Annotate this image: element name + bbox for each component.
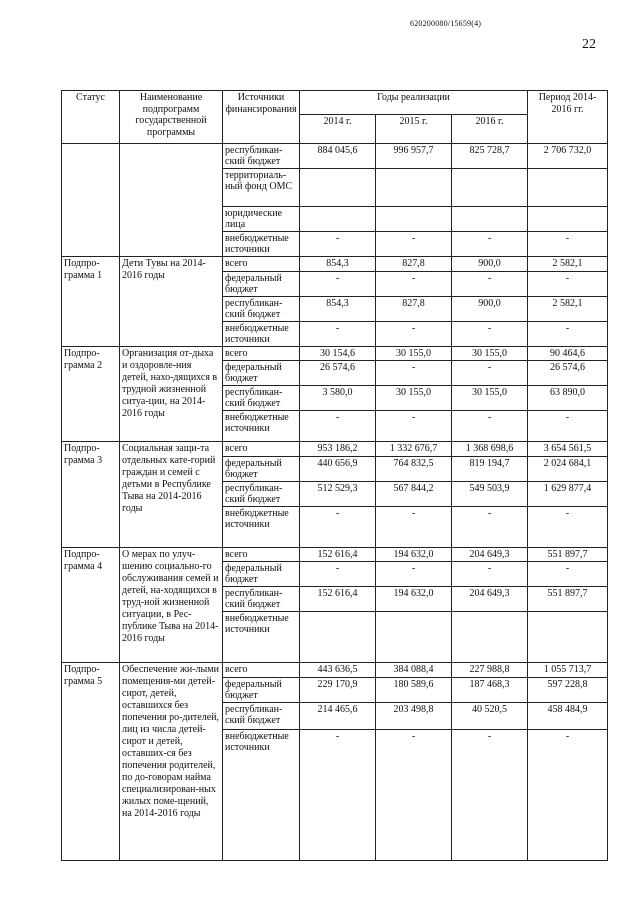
value-cell-total: 2 024 684,1 <box>528 456 608 481</box>
value-cell-v2016: 900,0 <box>452 257 528 272</box>
value-cell-v2015: 194 632,0 <box>376 547 452 562</box>
funding-source-cell: федеральный бюджет <box>223 677 300 702</box>
funding-source-cell: территориаль-ный фонд ОМС <box>223 169 300 207</box>
table-body <box>62 144 608 861</box>
funding-source-cell: республикан-ский бюджет <box>223 386 300 411</box>
value-cell-v2015: 764 832,5 <box>376 456 452 481</box>
value-cell-total: 63 890,0 <box>528 386 608 411</box>
table-row <box>62 663 608 678</box>
funding-source-cell: внебюджетные источники <box>223 729 300 860</box>
funding-source-cell: республикан-ский бюджет <box>223 296 300 321</box>
value-cell-v2016: 204 649,3 <box>452 547 528 562</box>
value-cell-v2014: - <box>300 321 376 346</box>
value-cell-v2016: - <box>452 271 528 296</box>
document-number: 620200080/15659(4) <box>410 19 482 28</box>
value-cell-v2015: 384 088,4 <box>376 663 452 678</box>
value-cell-v2014: 512 529,3 <box>300 481 376 506</box>
table-row <box>62 346 608 361</box>
value-cell-v2015: 30 155,0 <box>376 346 452 361</box>
subprogram-status: Подпро-грамма 3 <box>62 442 120 548</box>
value-cell-total: 458 484,9 <box>528 702 608 729</box>
value-cell-v2016: 30 155,0 <box>452 346 528 361</box>
value-cell-v2016 <box>452 612 528 663</box>
funding-source-cell: республикан-ский бюджет <box>223 587 300 612</box>
value-cell-v2016: 30 155,0 <box>452 386 528 411</box>
value-cell-v2016: 40 520,5 <box>452 702 528 729</box>
funding-source-cell: внебюджетные источники <box>223 506 300 547</box>
funding-source-cell: федеральный бюджет <box>223 361 300 386</box>
funding-source-cell: республикан-ский бюджет <box>223 702 300 729</box>
value-cell-v2014: 854,3 <box>300 296 376 321</box>
value-cell-v2015: 827,8 <box>376 257 452 272</box>
value-cell-v2014: 152 616,4 <box>300 587 376 612</box>
subprogram-name: О мерах по улуч-шению социально-го обслуживания семей и детей, на-ходящихся в труд-ной жизненной ситуации, в Рес-публике Тыва на 2014-2016 годы <box>120 547 223 663</box>
value-cell-total: 1 629 877,4 <box>528 481 608 506</box>
value-cell-v2015 <box>376 612 452 663</box>
funding-source-cell: всего <box>223 257 300 272</box>
funding-source-cell: республикан-ский бюджет <box>223 481 300 506</box>
value-cell-v2016: - <box>452 361 528 386</box>
table-row <box>62 442 608 457</box>
page-number: 22 <box>582 37 596 52</box>
funding-source-cell: федеральный бюджет <box>223 562 300 587</box>
value-cell-total: - <box>528 271 608 296</box>
value-cell-v2016 <box>452 169 528 207</box>
value-cell-v2015: - <box>376 361 452 386</box>
col-header-2014: 2014 г. <box>300 115 376 144</box>
value-cell-v2014: - <box>300 729 376 860</box>
value-cell-v2015: 194 632,0 <box>376 587 452 612</box>
subprogram-status: Подпро-грамма 2 <box>62 346 120 442</box>
value-cell-v2016: - <box>452 411 528 442</box>
value-cell-v2016: - <box>452 321 528 346</box>
subprogram-name: Обеспечение жи-лыми помещения-ми детей-сирот, детей, оставшихся без попечения ро-дителей, лиц из числа детей-сирот и детей, оставших-ся без попечения родителей, по до-говорам найма специализирован-ных жилых поме-щений, на 2014-2016 годы <box>120 663 223 861</box>
value-cell-total: 3 654 561,5 <box>528 442 608 457</box>
value-cell-v2016 <box>452 207 528 232</box>
value-cell-v2014: 443 636,5 <box>300 663 376 678</box>
subprogram-status: Подпро-грамма 1 <box>62 257 120 347</box>
value-cell-v2015: - <box>376 232 452 257</box>
funding-source-cell: республикан-ский бюджет <box>223 144 300 169</box>
value-cell-v2014: 152 616,4 <box>300 547 376 562</box>
funding-source-cell: всего <box>223 663 300 678</box>
value-cell-v2015: 30 155,0 <box>376 386 452 411</box>
value-cell-v2014: - <box>300 271 376 296</box>
value-cell-v2016: - <box>452 729 528 860</box>
col-header-name: Наименование подпрограмм государственной программы <box>120 91 223 144</box>
value-cell-total: 26 574,6 <box>528 361 608 386</box>
value-cell-v2014: 953 186,2 <box>300 442 376 457</box>
funding-source-cell: внебюджетные источники <box>223 612 300 663</box>
value-cell-v2014: 30 154,6 <box>300 346 376 361</box>
value-cell-total: - <box>528 729 608 860</box>
value-cell-v2014: - <box>300 232 376 257</box>
funding-source-cell: юридические лица <box>223 207 300 232</box>
col-header-period: Период 2014-2016 гг. <box>528 91 608 144</box>
value-cell-total: 2 706 732,0 <box>528 144 608 169</box>
value-cell-v2014 <box>300 207 376 232</box>
funding-source-cell: внебюджетные источники <box>223 411 300 442</box>
value-cell-v2015: - <box>376 271 452 296</box>
value-cell-v2014: - <box>300 562 376 587</box>
value-cell-total: 551 897,7 <box>528 587 608 612</box>
value-cell-v2015: - <box>376 321 452 346</box>
value-cell-v2015: - <box>376 562 452 587</box>
value-cell-v2016: 204 649,3 <box>452 587 528 612</box>
value-cell-total: 2 582,1 <box>528 257 608 272</box>
col-header-2016: 2016 г. <box>452 115 528 144</box>
value-cell-v2016: 1 368 698,6 <box>452 442 528 457</box>
value-cell-v2016: - <box>452 562 528 587</box>
value-cell-total: 90 464,6 <box>528 346 608 361</box>
value-cell-v2015 <box>376 207 452 232</box>
value-cell-v2016: - <box>452 506 528 547</box>
funding-source-cell: федеральный бюджет <box>223 456 300 481</box>
subprogram-name: Социальная защи-та отдельных кате-горий граждан и семей с детьми в Республике Тыва на 2014-2016 годы <box>120 442 223 548</box>
value-cell-v2014: 214 465,6 <box>300 702 376 729</box>
header-row <box>62 91 608 115</box>
value-cell-v2014: 854,3 <box>300 257 376 272</box>
value-cell-total: - <box>528 506 608 547</box>
value-cell-v2014: 26 574,6 <box>300 361 376 386</box>
value-cell-v2014: 440 656,9 <box>300 456 376 481</box>
value-cell-total: 597 228,8 <box>528 677 608 702</box>
value-cell-v2016: 900,0 <box>452 296 528 321</box>
funding-source-cell: федеральный бюджет <box>223 271 300 296</box>
status-cell <box>62 144 120 257</box>
value-cell-total <box>528 169 608 207</box>
value-cell-total <box>528 612 608 663</box>
value-cell-v2015: - <box>376 411 452 442</box>
value-cell-total: - <box>528 411 608 442</box>
value-cell-v2014 <box>300 612 376 663</box>
subprogram-name: Организация от-дыха и оздоровле-ния детей, нахо-дящихся в трудной жизненной ситуа-ции, на 2014-2016 годы <box>120 346 223 442</box>
value-cell-v2015 <box>376 169 452 207</box>
value-cell-v2016: 549 503,9 <box>452 481 528 506</box>
table-row <box>62 547 608 562</box>
col-header-status: Статус <box>62 91 120 144</box>
table-row <box>62 144 608 169</box>
value-cell-v2014: - <box>300 506 376 547</box>
value-cell-v2016: - <box>452 232 528 257</box>
subprogram-status: Подпро-грамма 5 <box>62 663 120 861</box>
col-header-source: Источники финансирования <box>223 91 300 144</box>
value-cell-v2014: 3 580,0 <box>300 386 376 411</box>
value-cell-v2014 <box>300 169 376 207</box>
subprogram-name: Дети Тувы на 2014-2016 годы <box>120 257 223 347</box>
value-cell-v2015: 203 498,8 <box>376 702 452 729</box>
funding-source-cell: всего <box>223 442 300 457</box>
value-cell-total: - <box>528 321 608 346</box>
value-cell-v2016: 227 988,8 <box>452 663 528 678</box>
value-cell-v2016: 187 468,3 <box>452 677 528 702</box>
value-cell-v2014: 229 170,9 <box>300 677 376 702</box>
value-cell-v2015: 180 589,6 <box>376 677 452 702</box>
value-cell-v2014: 884 045,6 <box>300 144 376 169</box>
value-cell-v2015: - <box>376 729 452 860</box>
value-cell-v2016: 825 728,7 <box>452 144 528 169</box>
financing-table <box>61 90 608 861</box>
value-cell-v2015: 996 957,7 <box>376 144 452 169</box>
funding-source-cell: внебюджетные источники <box>223 321 300 346</box>
table-row <box>62 257 608 272</box>
value-cell-v2015: 827,8 <box>376 296 452 321</box>
col-header-2015: 2015 г. <box>376 115 452 144</box>
col-header-years: Годы реализации <box>300 91 528 115</box>
subprogram-status: Подпро-грамма 4 <box>62 547 120 663</box>
value-cell-total <box>528 207 608 232</box>
value-cell-total: - <box>528 562 608 587</box>
value-cell-v2016: 819 194,7 <box>452 456 528 481</box>
funding-source-cell: всего <box>223 346 300 361</box>
funding-source-cell: внебюджетные источники <box>223 232 300 257</box>
value-cell-total: 2 582,1 <box>528 296 608 321</box>
value-cell-v2015: - <box>376 506 452 547</box>
value-cell-total: - <box>528 232 608 257</box>
value-cell-v2015: 1 332 676,7 <box>376 442 452 457</box>
value-cell-total: 1 055 713,7 <box>528 663 608 678</box>
value-cell-v2014: - <box>300 411 376 442</box>
name-cell <box>120 144 223 257</box>
funding-source-cell: всего <box>223 547 300 562</box>
value-cell-v2015: 567 844,2 <box>376 481 452 506</box>
value-cell-total: 551 897,7 <box>528 547 608 562</box>
